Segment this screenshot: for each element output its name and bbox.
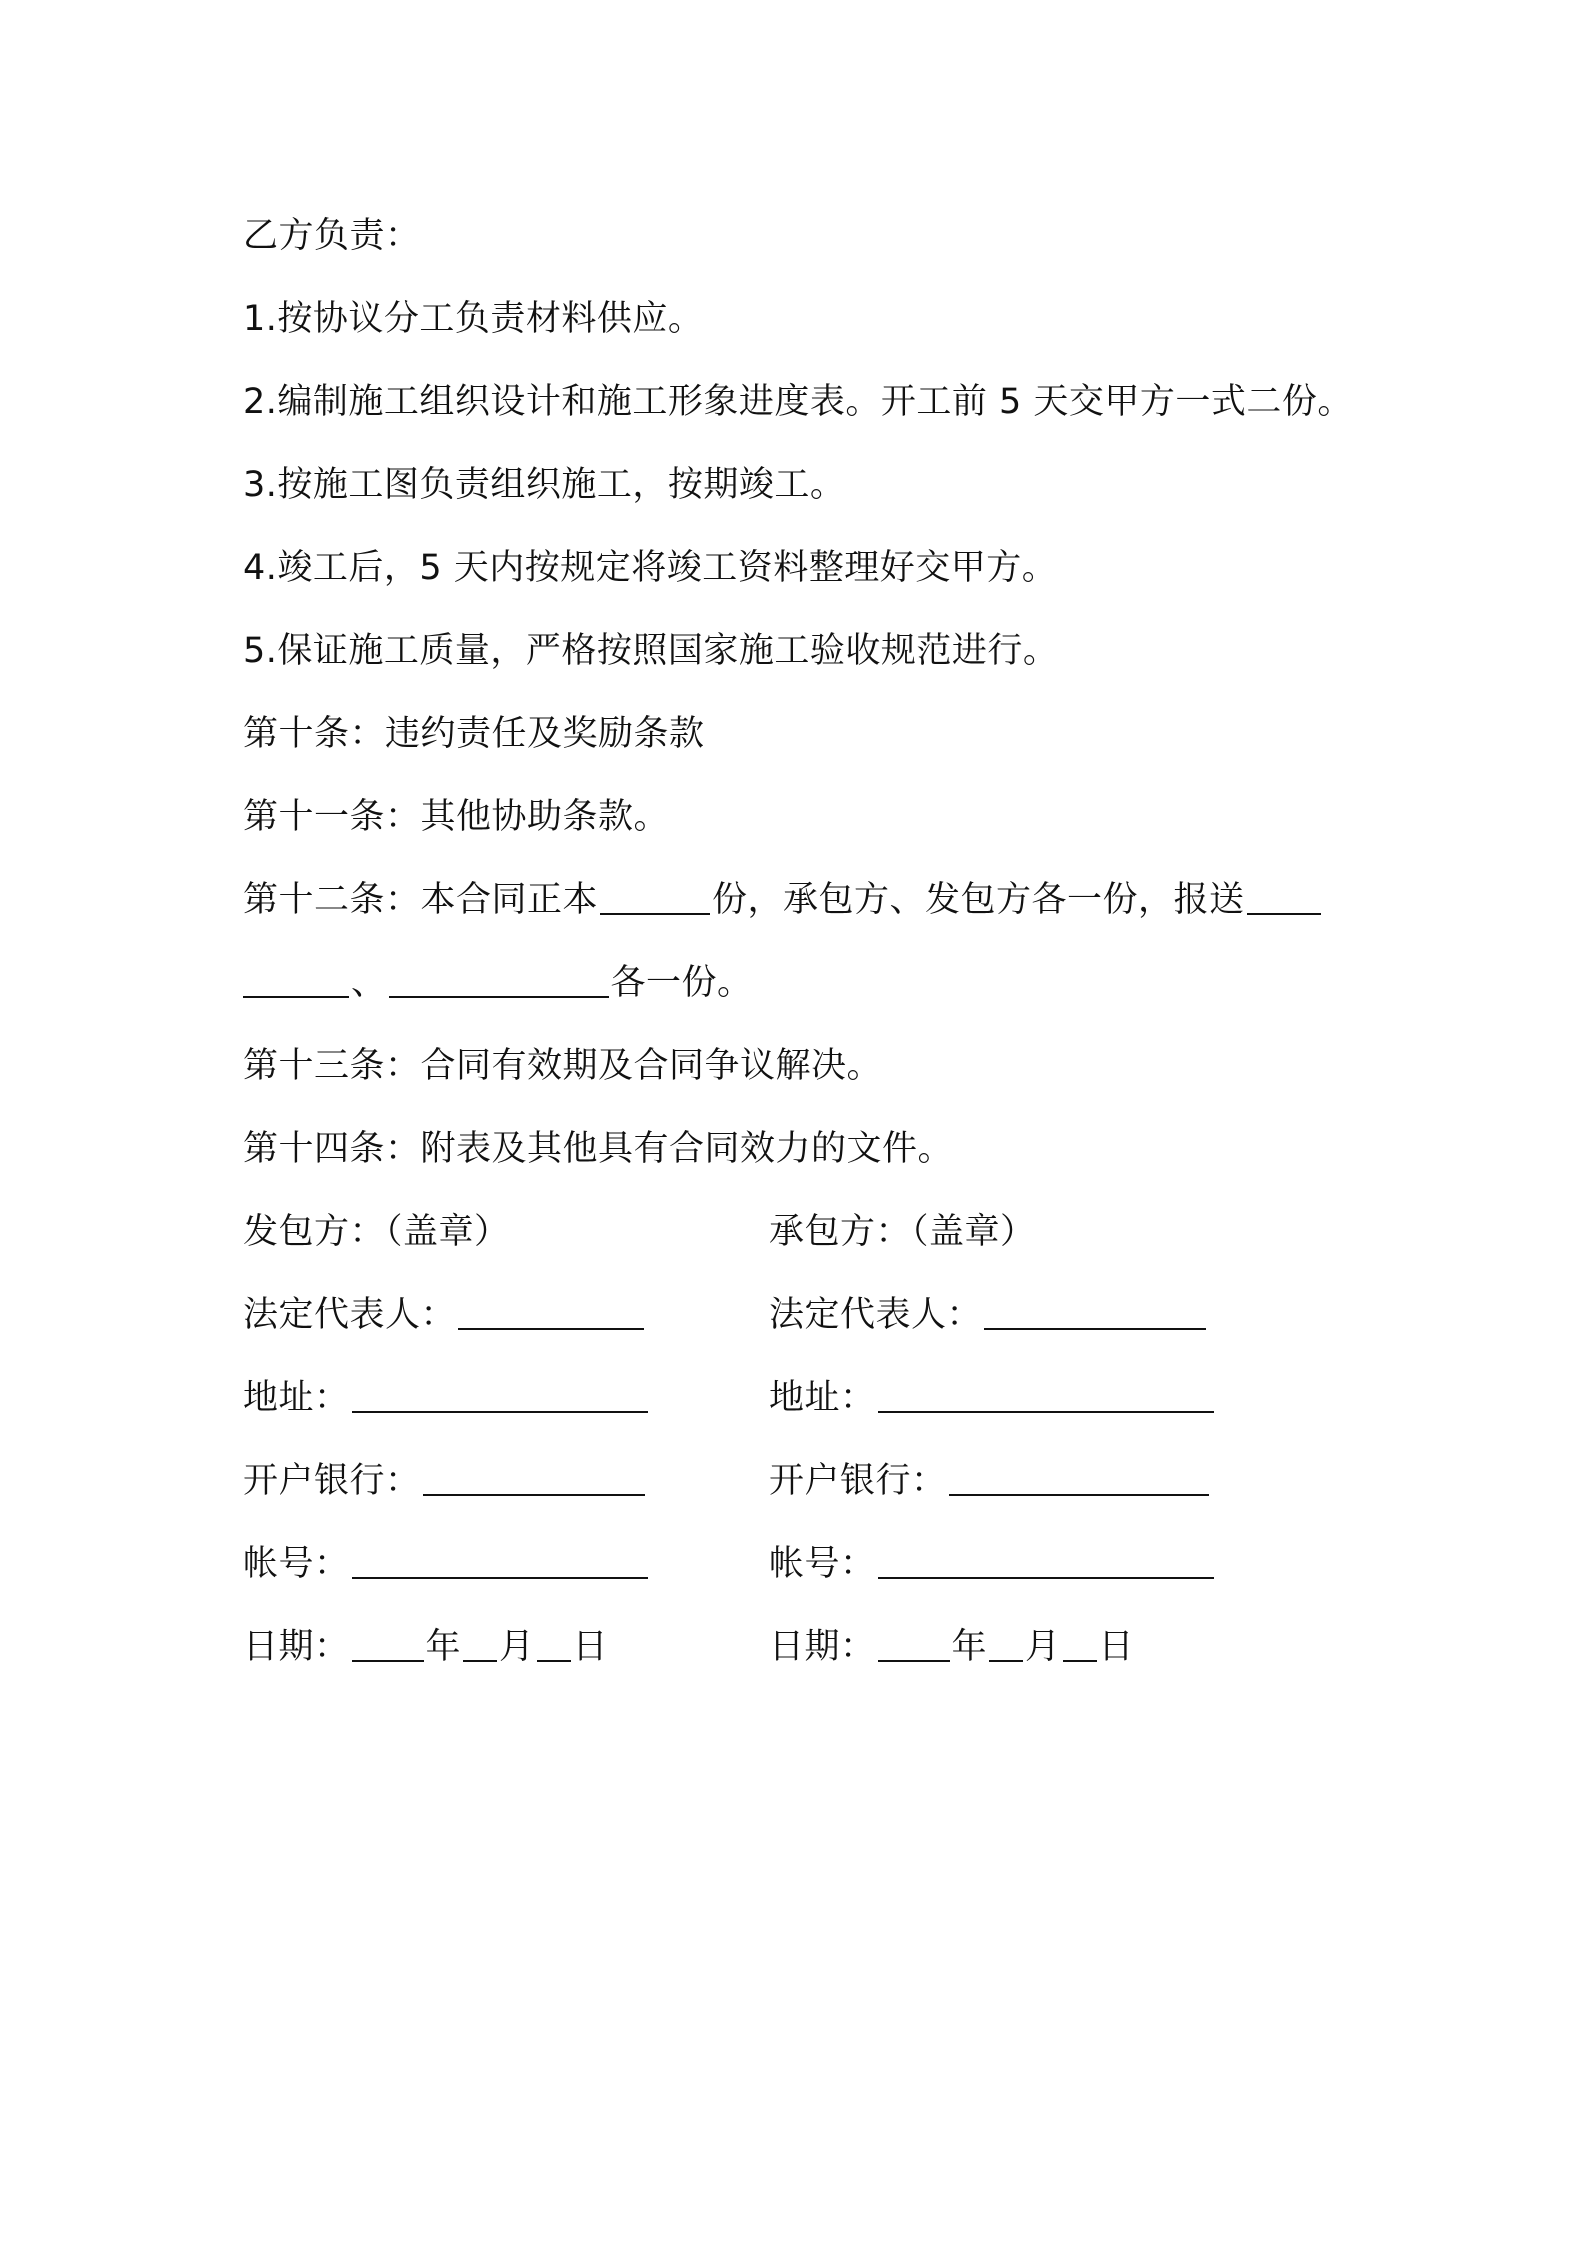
contractor-month-blank [989,1624,1023,1662]
contractor-rep: 法定代表人： [769,1274,1208,1357]
contractor-address: 地址： [769,1357,1216,1440]
employer-day-blank [537,1624,571,1662]
party-b-heading: 乙方负责： [243,216,421,256]
contractor-day-blank [1063,1624,1097,1662]
article-12-line-1 [243,859,1393,942]
article-12-text-b: 份，承包方、发包方各一份，报送 [712,880,1245,920]
sig-rep-row [243,1274,1393,1357]
sig-party-row [243,1191,1393,1274]
clause-5: 5.保证施工质量，严格按照国家施工验收规范进行。 [243,631,1059,671]
sig-bank-row [243,1440,1393,1523]
submit-to-blank-1b [243,960,349,998]
contract-body [243,195,1393,1689]
employer-account: 帐号： [243,1523,650,1606]
submit-to-blank-1a [1247,877,1321,915]
article-10: 第十条：违约责任及奖励条款 [243,714,705,754]
submit-to-blank-2 [389,960,609,998]
employer-date: 日期： 年 月 日 [243,1606,608,1689]
employer-rep-blank [458,1292,644,1330]
contractor-date: 日期： 年 月 日 [769,1606,1134,1689]
sig-date-row [243,1606,1393,1689]
employer-rep: 法定代表人： [243,1274,646,1357]
employer-account-blank [352,1541,648,1579]
contractor-account-blank [878,1541,1214,1579]
article-12-text-d: 各一份。 [610,963,753,1003]
clause-4: 4.竣工后，5 天内按规定将竣工资料整理好交甲方。 [243,548,1058,588]
sig-address-row [243,1357,1393,1440]
contractor-address-blank [878,1375,1214,1413]
article-14: 第十四条：附表及其他具有合同效力的文件。 [243,1129,954,1169]
employer-address: 地址： [243,1357,650,1440]
clause-2: 2.编制施工组织设计和施工形象进度表。开工前 5 天交甲方一式二份。 [243,382,1353,422]
employer-seal-label: 发包方：（盖章） [243,1212,510,1252]
article-12-line-2 [243,942,1393,1025]
article-11: 第十一条：其他协助条款。 [243,797,670,837]
contractor-account: 帐号： [769,1523,1216,1606]
contractor-seal-label: 承包方：（盖章） [769,1212,1036,1252]
employer-year-blank [352,1624,424,1662]
article-12-text-c: 、 [351,963,387,1003]
sig-account-row [243,1523,1393,1606]
employer-address-blank [352,1375,648,1413]
employer-bank: 开户银行： [243,1440,647,1523]
article-12-text-a: 第十二条：本合同正本 [243,880,599,920]
contractor-year-blank [878,1624,950,1662]
employer-bank-blank [423,1458,645,1496]
contractor-rep-blank [984,1292,1206,1330]
employer-month-blank [463,1624,497,1662]
contractor-bank: 开户银行： [769,1440,1211,1523]
clause-3: 3.按施工图负责组织施工，按期竣工。 [243,465,846,505]
copies-blank [600,877,710,915]
contractor-bank-blank [949,1458,1209,1496]
clause-1: 1.按协议分工负责材料供应。 [243,299,704,339]
article-13: 第十三条：合同有效期及合同争议解决。 [243,1046,883,1086]
